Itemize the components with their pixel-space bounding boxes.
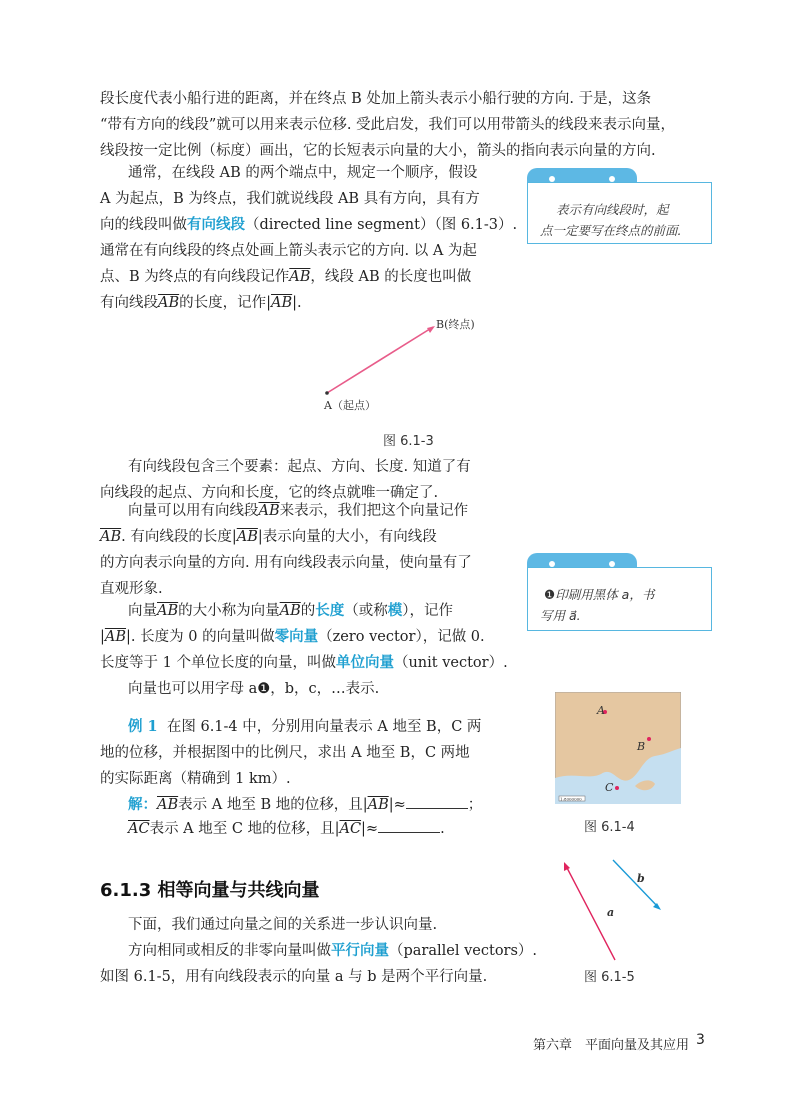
text-line: 向线段的起点、方向和长度，它的终点就唯一确定了. (100, 485, 439, 501)
text-line: 点、B 为终点的有向线段记作$\overline{AB}$，线段 AB 的长度也叫做 (100, 269, 472, 285)
text-line: 通常，在线段 AB 的两个端点中，规定一个顺序，假设 (128, 165, 478, 181)
figure-caption: 图 6.1-3 (383, 434, 434, 449)
text-line: 直观形象. (100, 581, 163, 597)
map-label-c: C (605, 781, 614, 794)
term-unit-vector: 单位向量 (335, 654, 394, 671)
term-length: 长度 (315, 602, 345, 619)
marker-b (647, 737, 651, 741)
text-line: 通常在有向线段的终点处画上箭头表示它的方向. 以 A 为起 (100, 243, 477, 259)
text-line: 解：$\overline{AB}$表示 A 地至 B 地的位移，且$|\overline{AB}|\approx$ ； (128, 796, 483, 813)
figure-caption: 图 6.1-5 (584, 970, 635, 985)
vector-label-b: b (637, 872, 645, 885)
answer-blank[interactable] (406, 794, 468, 809)
text-line: 下面，我们通过向量之间的关系进一步认识向量. (128, 917, 438, 933)
text-line: A 为起点，B 为终点，我们就说线段 AB 具有方向，具有方 (100, 191, 480, 207)
marker-c (615, 786, 619, 790)
example-label: 例 1 (128, 718, 158, 735)
text-line: 的方向表示向量的方向. 用有向线段表示向量，使向量有了 (100, 555, 472, 571)
text-line: 有向线段包含三个要素：起点、方向、长度. 知道了有 (128, 459, 471, 475)
figure-caption: 图 6.1-4 (584, 820, 635, 835)
arrow-head-a (564, 862, 570, 871)
text-line: $|\overline{AB}|$. 长度为 0 的向量叫做零向量（zero vector），记做 0. (100, 628, 485, 645)
term-directed-segment: 有向线段 (187, 216, 245, 233)
text-line: 方向相同或相反的非零向量叫做平行向量（parallel vectors）. (128, 942, 538, 959)
note-line: 表示有向线段时，起 (556, 202, 669, 217)
chapter-footer: 第六章 平面向量及其应用 (533, 1038, 690, 1053)
text-line: 有向线段$\overline{AB}$的长度，记作$|\overline{AB}|$. (100, 295, 302, 311)
text-line: 段长度代表小船行进的距离，并在终点 B 处加上箭头表示小船行驶的方向. 于是，这条 (100, 91, 652, 107)
side-note (527, 182, 712, 244)
figure-directed-segment (300, 310, 540, 420)
term-modulus: 模 (387, 602, 403, 619)
map-label-b: B (637, 740, 646, 753)
figure-parallel-vectors (555, 852, 675, 972)
vector-label-a: a (607, 906, 615, 919)
text-line: 如图 6.1-5，用有向线段表示的向量 a 与 b 是两个平行向量. (100, 969, 488, 985)
text-line: 长度等于 1 个单位长度的向量，叫做单位向量（unit vector）. (100, 654, 508, 671)
map-scale-text: 1:8000000 (560, 796, 582, 802)
text-line: 向量可以用有向线段$\overline{AB}$来表示，我们把这个向量记作 (128, 503, 469, 519)
label-b: B(终点) (436, 318, 475, 331)
page-number: 3 (696, 1032, 705, 1048)
text-line: 例 1 在图 6.1-4 中，分别用向量表示 A 地至 B，C 两 (128, 718, 482, 735)
arrow-head (427, 326, 435, 333)
side-note (527, 567, 712, 631)
text-line: 的实际距离（精确到 1 km）. (100, 771, 291, 787)
text-line: 向量也可以用字母 a❶，b，c，…表示. (128, 681, 380, 697)
section-title: 6.1.3 相等向量与共线向量 (100, 880, 320, 901)
note-line: 点一定要写在终点的前面. (540, 223, 682, 238)
segment-ab (327, 327, 433, 393)
text-line: 地的位移，并根据图中的比例尺，求出 A 地至 B，C 两地 (100, 745, 470, 761)
text-line: 向的线段叫做有向线段（directed line segment）（图 6.1-3）. (100, 216, 518, 233)
text-line: 向量$\overline{AB}$的大小称为向量$\overline{AB}$的长度（或称模），记作 (128, 602, 454, 619)
text-line: 线段按一定比例（标度）画出，它的长短表示向量的大小，箭头的指向表示向量的方向. (100, 143, 656, 159)
figure-map (555, 692, 681, 804)
point-a (325, 391, 329, 395)
term-parallel-vectors: 平行向量 (331, 942, 389, 959)
vector-b (613, 860, 659, 908)
text-line: “带有方向的线段”就可以用来表示位移. 受此启发，我们可以用带箭头的线段来表示向量， (100, 117, 676, 133)
label-a: A（起点） (324, 399, 376, 412)
term-zero-vector: 零向量 (274, 628, 319, 645)
text-line: $\overline{AB}$. 有向线段的长度$|\overline{AB}|$表示向量的大小，有向线段 (100, 529, 437, 545)
arrow-head-b (653, 903, 661, 910)
answer-blank[interactable] (378, 818, 440, 833)
note-line: ❶印刷用黑体 a，书 (544, 587, 655, 602)
map-label-a: A (597, 704, 605, 717)
solution-label: 解： (128, 796, 157, 813)
note-line: 写用 a⃗. (540, 608, 581, 623)
text-line: $\overline{AC}$表示 A 地至 C 地的位移，且$|\overline{AC}|\approx$ . (128, 818, 445, 840)
